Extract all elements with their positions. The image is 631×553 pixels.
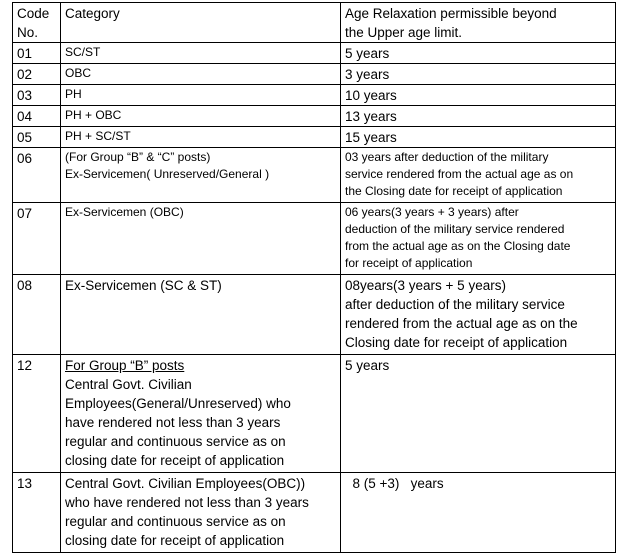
category-cell [61,43,341,64]
code-cell: 05 [13,127,61,148]
table-row [13,43,616,64]
header-relaxation [341,3,616,43]
code-cell: 12 [13,355,61,473]
code-cell: 08 [13,275,61,355]
header-code-line: Code [17,6,50,21]
header-category [61,3,341,43]
category-line: regular and continuous service as on [65,434,286,449]
relax-cell [341,355,616,473]
table-row [13,355,616,473]
relax-line: 3 years [345,67,390,82]
relax-cell [341,64,616,85]
relax-cell [341,473,616,553]
category-line: (For Group “B” & “C” posts) [65,150,211,164]
header-code-line: No. [17,25,39,40]
table-row [13,106,616,127]
relax-line: Closing date for receipt of application [345,335,568,350]
table-row [13,473,616,553]
category-cell [61,203,341,275]
code-cell: 13 [13,473,61,553]
code-cell: 06 [13,148,61,203]
relax-cell [341,275,616,355]
category-line: closing date for receipt of application [65,453,285,468]
relax-line: 13 years [345,109,397,124]
header-relax-line: the Upper age limit. [345,25,463,40]
category-cell [61,355,341,473]
table-row [13,203,616,275]
code-cell: 03 [13,85,61,106]
category-line: Central Govt. Civilian [65,377,192,392]
table-row [13,64,616,85]
category-heading: For Group “B” posts [65,358,185,373]
category-line: regular and continuous service as on [65,514,286,529]
relax-line: 10 years [345,88,397,103]
category-line: SC/ST [65,45,101,59]
category-line: PH [65,87,82,101]
category-line: PH + OBC [65,108,122,122]
relax-line: 06 years(3 years + 3 years) after [345,205,519,219]
relax-line: 15 years [345,130,397,145]
relax-line: for receipt of application [345,256,473,270]
relax-line: after deduction of the military service [345,297,565,312]
relax-line: deduction of the military service rendered [345,222,565,236]
category-line: Ex-Servicemen (OBC) [65,205,184,219]
relax-cell [341,127,616,148]
category-line: Employees(General/Unreserved) who [65,396,291,411]
header-relax-line: Age Relaxation permissible beyond [345,6,557,21]
relax-line: 5 years [345,46,390,61]
category-cell [61,148,341,203]
category-cell [61,85,341,106]
category-line: OBC [65,66,92,80]
header-code [13,3,61,43]
age-relaxation-table [12,2,616,553]
table-header-row [13,3,616,43]
relax-line: rendered from the actual age as on the [345,316,578,331]
relax-cell [341,148,616,203]
category-line: Central Govt. Civilian Employees(OBC)) [65,476,306,491]
category-cell [61,106,341,127]
category-cell [61,64,341,85]
category-cell [61,473,341,553]
category-line: closing date for receipt of application [65,533,285,548]
category-line: Ex-Servicemen( Unreserved/General ) [65,167,270,181]
relax-line: 08years(3 years + 5 years) [345,278,506,293]
code-cell: 04 [13,106,61,127]
header-category-label: Category [65,6,120,21]
category-cell [61,127,341,148]
relax-line: service rendered from the actual age as on [345,167,574,181]
category-line: have rendered not less than 3 years [65,415,281,430]
table-row [13,275,616,355]
code-cell: 07 [13,203,61,275]
category-cell [61,275,341,355]
category-line: Ex-Servicemen (SC & ST) [65,278,222,293]
relax-cell [341,43,616,64]
relax-line: from the actual age as on the Closing date [345,239,571,253]
relax-cell [341,106,616,127]
table-row [13,148,616,203]
category-line: who have rendered not less than 3 years [65,495,309,510]
relax-line: 8 (5 +3) years [345,476,444,491]
relax-cell [341,203,616,275]
relax-line: 03 years after deduction of the military [345,150,549,164]
table-row [13,127,616,148]
relax-cell [341,85,616,106]
table-row [13,85,616,106]
category-line: PH + SC/ST [65,129,131,143]
relax-line: the Closing date for receipt of application [345,184,563,198]
code-cell: 02 [13,64,61,85]
code-cell: 01 [13,43,61,64]
relax-line: 5 years [345,358,390,373]
